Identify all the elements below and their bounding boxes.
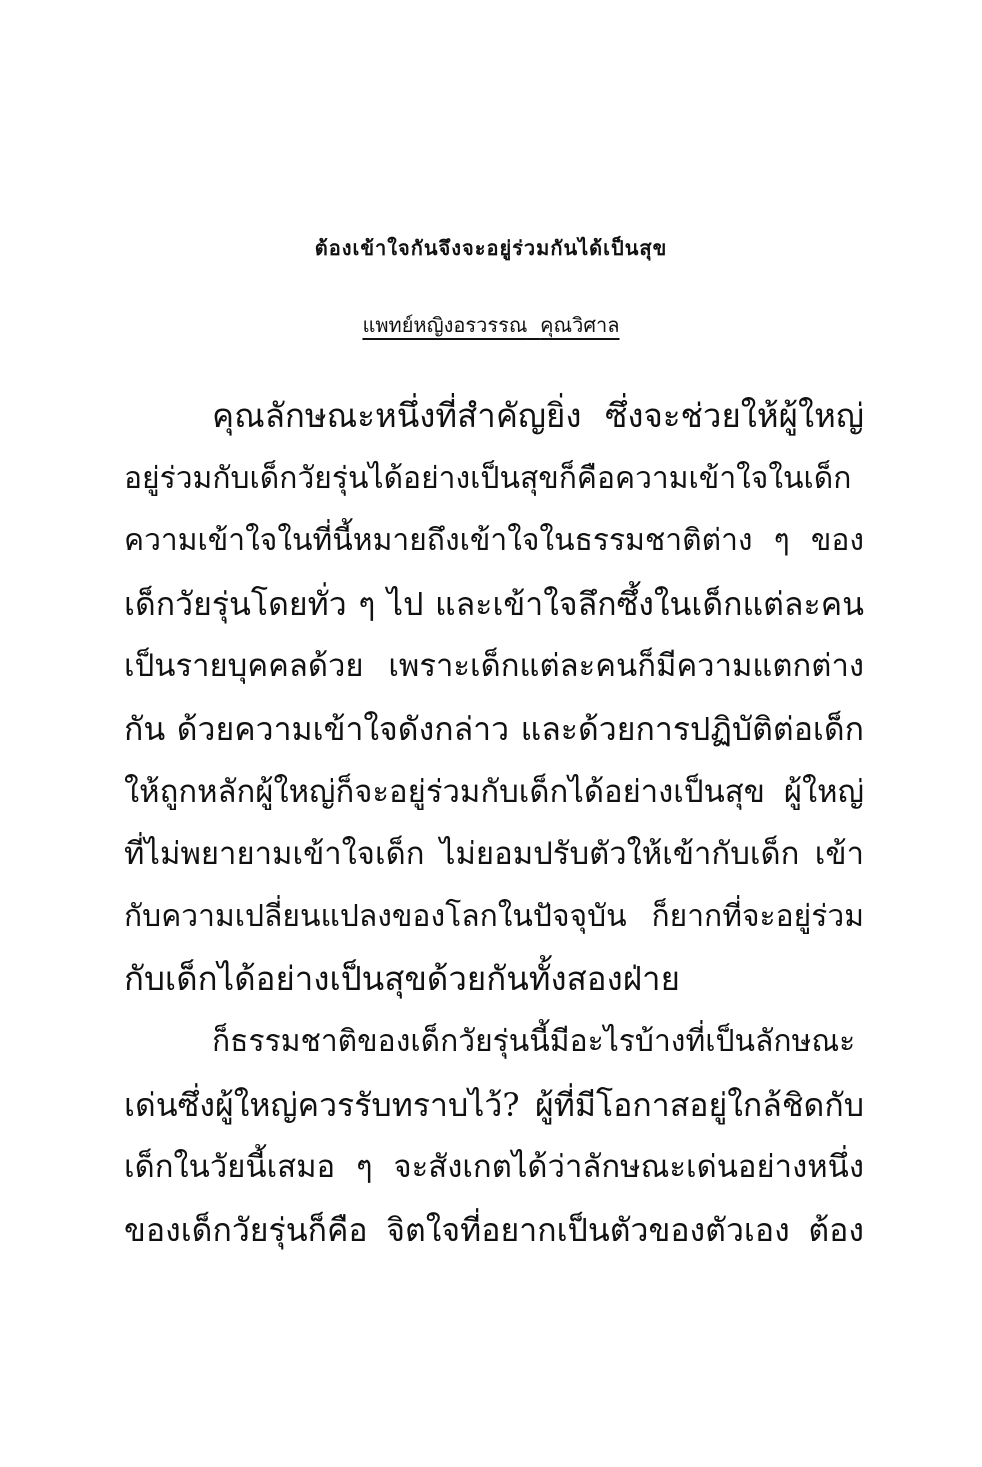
text-line: คุณลักษณะหนึ่งที่สำคัญยิ่ง ซึ่งจะช่วยให้ผู้ใหญ่	[212, 396, 864, 435]
text-line: เด็กวัยรุ่นโดยทั่ว ๆ ไป และเข้าใจลึกซึ้งในเด็กแต่ละคน	[124, 584, 864, 623]
article-body	[124, 385, 864, 1261]
text-line: ให้ถูกหลักผู้ใหญ่ก็จะอยู่ร่วมกับเด็กได้อย่างเป็นสุข ผู้ใหญ่	[124, 773, 864, 810]
article-title: ต้องเข้าใจกันจึงจะอยู่ร่วมกันได้เป็นสุข	[314, 236, 668, 260]
text-line: กัน ด้วยความเข้าใจดังกล่าว และด้วยการปฏิบัติต่อเด็ก	[124, 709, 864, 748]
author-name: คุณวิศาล	[540, 313, 620, 337]
text-line: กับความเปลี่ยนแปลงของโลกในปัจจุบัน ก็ยากที่จะอยู่ร่วม	[124, 898, 864, 934]
author-title: แพทย์หญิงอรวรรณ	[362, 313, 528, 337]
text-line: เด่นซึ่งผู้ใหญ่ควรรับทราบไว้? ผู้ที่มีโอกาสอยู่ใกล้ชิดกับ	[124, 1085, 864, 1124]
text-line: ความเข้าใจในที่นี้หมายถึงเข้าใจในธรรมชาติต่าง ๆ ของ	[124, 523, 864, 559]
text-line: ก็ธรรมชาติของเด็กวัยรุ่นนี้มีอะไรบ้างที่เป็นลักษณะ	[212, 1023, 856, 1059]
text-line: เด็กในวัยนี้เสมอ ๆ จะสังเกตได้ว่าลักษณะเด่นอย่างหนึ่ง	[124, 1149, 864, 1186]
text-line: เป็นรายบุคคลด้วย เพราะเด็กแต่ละคนก็มีความแตกต่าง	[124, 648, 864, 685]
author-byline	[0, 300, 982, 350]
text-line: ที่ไม่พยายามเข้าใจเด็ก ไม่ยอมปรับตัวให้เข้ากับเด็ก เข้า	[124, 836, 864, 873]
text-line: ของเด็กวัยรุ่นก็คือ จิตใจที่อยากเป็นตัวของตัวเอง ต้อง	[124, 1210, 864, 1249]
text-line: กับเด็กได้อย่างเป็นสุขด้วยกันทั้งสองฝ่าย	[124, 959, 680, 999]
text-line: อยู่ร่วมกับเด็กวัยรุ่นได้อย่างเป็นสุขก็คือความเข้าใจในเด็ก	[124, 460, 852, 496]
